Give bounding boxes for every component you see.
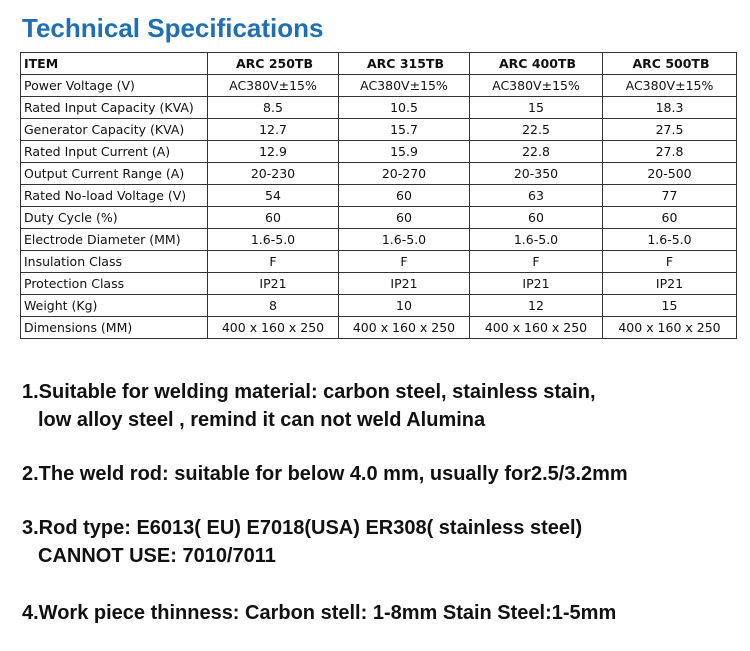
table-cell: 20-230 [208,163,339,185]
table-row [21,97,737,119]
note-weld-rod [22,460,628,488]
table-row [21,317,737,339]
column-header-model: ARC 400TB [470,53,603,75]
table-cell: AC380V±15% [470,75,603,97]
note-work-piece [22,599,616,627]
row-label: Duty Cycle (%) [21,207,208,229]
table-cell: 20-270 [339,163,470,185]
table-cell: 15 [603,295,737,317]
table-cell: 20-500 [603,163,737,185]
table-cell: 63 [470,185,603,207]
row-label: Weight (Kg) [21,295,208,317]
table-cell: 10 [339,295,470,317]
table-row [21,185,737,207]
table-cell: 54 [208,185,339,207]
table-cell: 1.6-5.0 [603,229,737,251]
table-cell: AC380V±15% [339,75,470,97]
table-cell: 12.9 [208,141,339,163]
table-cell: 27.8 [603,141,737,163]
table-cell: IP21 [339,273,470,295]
table-cell: 20-350 [470,163,603,185]
note-text: low alloy steel , remind it can not weld Alumina [38,409,486,431]
table-row [21,295,737,317]
page-title: Technical Specifications [22,13,324,43]
table-row [21,229,737,251]
table-cell: IP21 [603,273,737,295]
column-header-model: ARC 315TB [339,53,470,75]
table-row [21,163,737,185]
table-cell: 8.5 [208,97,339,119]
table-cell: 12 [470,295,603,317]
table-row [21,207,737,229]
table-cell: 22.5 [470,119,603,141]
note-rod-type [22,514,582,570]
table-cell: 22.8 [470,141,603,163]
table-cell: 15.9 [339,141,470,163]
note-text: 3.Rod type: E6013( EU) E7018(USA) ER308( stainless steel) [22,517,583,539]
table-cell: 27.5 [603,119,737,141]
row-label: Dimensions (MM) [21,317,208,339]
row-label: Protection Class [21,273,208,295]
table-cell: IP21 [470,273,603,295]
row-label: Rated Input Capacity (KVA) [21,97,208,119]
row-label: Generator Capacity (KVA) [21,119,208,141]
table-cell: 10.5 [339,97,470,119]
table-cell: 1.6-5.0 [339,229,470,251]
table-cell: 60 [339,207,470,229]
table-cell: 60 [603,207,737,229]
table-cell: F [603,251,737,273]
table-row [21,75,737,97]
table-cell: AC380V±15% [603,75,737,97]
row-label: Output Current Range (A) [21,163,208,185]
table-cell: 15 [470,97,603,119]
column-header-model: ARC 500TB [603,53,737,75]
table-cell: 400 x 160 x 250 [603,317,737,339]
table-cell: 1.6-5.0 [470,229,603,251]
note-text: 2.The weld rod: suitable for below 4.0 mm, usually for2.5/3.2mm [22,463,628,485]
column-header-model: ARC 250TB [208,53,339,75]
row-label: Rated No-load Voltage (V) [21,185,208,207]
table-cell: 15.7 [339,119,470,141]
table-cell: 8 [208,295,339,317]
table-cell: 77 [603,185,737,207]
table-cell: AC380V±15% [208,75,339,97]
table-row [21,141,737,163]
table-cell: 18.3 [603,97,737,119]
table-cell: 12.7 [208,119,339,141]
table-cell: F [470,251,603,273]
table-cell: 1.6-5.0 [208,229,339,251]
column-header-item: ITEM [21,53,208,75]
table-cell: IP21 [208,273,339,295]
spec-table [20,52,737,339]
table-cell: 60 [208,207,339,229]
table-header-row [21,53,737,75]
table-cell: 400 x 160 x 250 [339,317,470,339]
note-text: 4.Work piece thinness: Carbon stell: 1-8mm Stain Steel:1-5mm [22,602,617,624]
table-row [21,119,737,141]
table-row [21,273,737,295]
table-cell: 60 [470,207,603,229]
table-cell: F [339,251,470,273]
table-row [21,251,737,273]
table-cell: F [208,251,339,273]
row-label: Power Voltage (V) [21,75,208,97]
row-label: Insulation Class [21,251,208,273]
row-label: Electrode Diameter (MM) [21,229,208,251]
row-label: Rated Input Current (A) [21,141,208,163]
note-text: 1.Suitable for welding material: carbon steel, stainless stain, [22,381,596,403]
table-cell: 60 [339,185,470,207]
table-cell: 400 x 160 x 250 [470,317,603,339]
note-suitable-material [22,378,596,434]
table-cell: 400 x 160 x 250 [208,317,339,339]
note-text: CANNOT USE: 7010/7011 [38,545,276,567]
